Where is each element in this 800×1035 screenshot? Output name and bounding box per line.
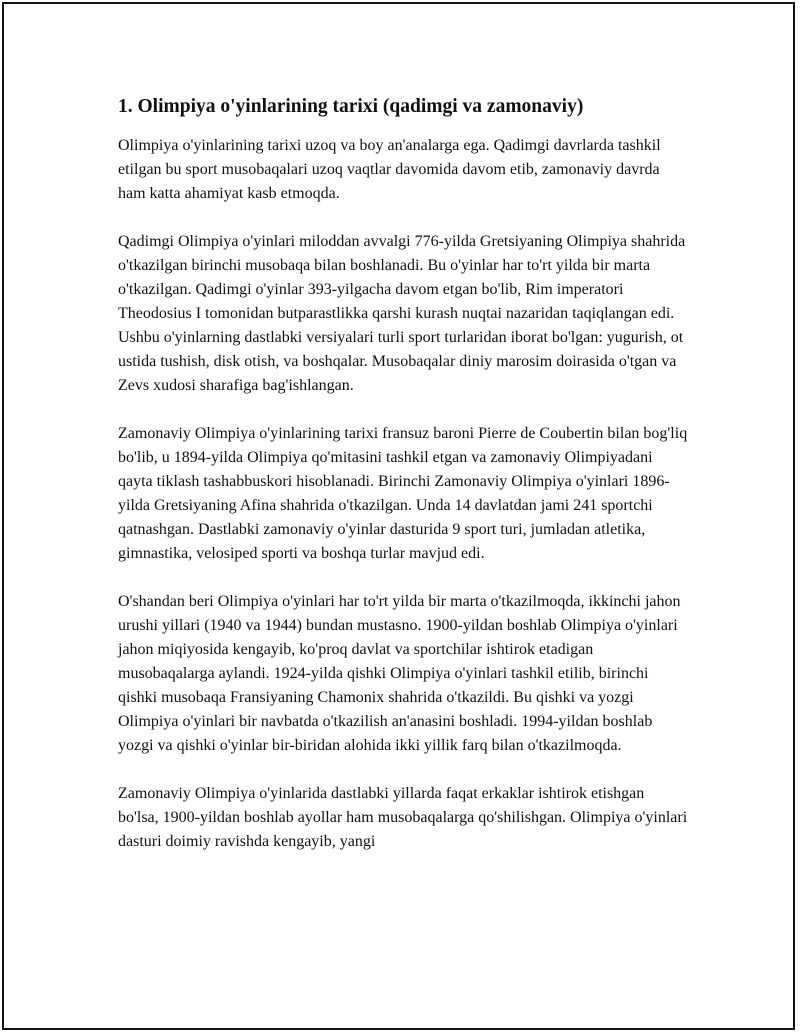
paragraph-intro: Olimpiya o'yinlarining tarixi uzoq va boy an'analarga ega. Qadimgi davrlarda tashkil etilgan bu sport musobaqalari uzoq vaqtlar davomida davom etib, zamonaviy davrda ham katta ahamiyat kasb etmoqda. xyxy=(118,137,661,202)
paragraph-ancient-games: Qadimgi Olimpiya o'yinlari miloddan avvalgi 776-yilda Gretsiyaning Olimpiya shahrida o'tkazilgan birinchi musobaqa bilan boshlanadi. Bu o'yinlar har to'rt yilda bir marta o'tkazilgan. Qadimgi o'yinlar 393-yilgacha davom etgan bo'lib, Rim imperatori Theodosius I tomonidan butparastlikka qarshi kurash nuqtai nazaridan taqiqlangan edi. Ushbu o'yinlarning dastlabki versiyalari turli sport turlaridan iborat bo'lgan: yugurish, ot ustida tushish, disk otish, va boshqalar. Musobaqalar diniy marosim doirasida o'tgan va Zevs xudosi sharafiga bag'ishlangan. xyxy=(118,233,686,394)
section-heading: 1. Olimpiya o'yinlarining tarixi (qadimgi va zamonaviy) xyxy=(118,96,584,117)
paragraph-modern-games: Zamonaviy Olimpiya o'yinlarining tarixi fransuz baroni Pierre de Coubertin bilan bog'liq bo'lib, u 1894-yilda Olimpiya qo'mitasini tashkil etgan va zamonaviy Olimpiyadani qayta tiklash tashabbuskori hisoblanadi. Birinchi Zamonaviy Olimpiya o'yinlari 1896-yilda Gretsiyaning Afina shahrida o'tkazilgan. Unda 14 davlatdan jami 241 sportchi qatnashgan. Dastlabki zamonaviy o'yinlar dasturida 9 sport turi, jumladan atletika, gimnastika, velosiped sporti va boshqa turlar mavjud edi. xyxy=(118,425,688,562)
paragraph-games-expansion: O'shandan beri Olimpiya o'yinlari har to'rt yilda bir marta o'tkazilmoqda, ikkinchi jahon urushi yillari (1940 va 1944) bundan mustasno. 1900-yildan boshlab Olimpiya o'yinlari jahon miqiyosida kengayib, ko'proq davlat va sportchilar ishtirok etadigan musobaqalarga aylandi. 1924-yilda qishki Olimpiya o'yinlari tashkil etilib, birinchi qishki musobaqa Fransiyaning Chamonix shahrida o'tkazildi. Bu qishki va yozgi Olimpiya o'yinlari bir navbatda o'tkazilish an'anasini boshladi. 1994-yildan boshlab yozgi va qishki o'yinlar bir-biridan alohida ikki yillik farq bilan o'tkazilmoqda. xyxy=(118,593,681,754)
document-body xyxy=(118,94,688,878)
paragraph-women-participation: Zamonaviy Olimpiya o'yinlarida dastlabki yillarda faqat erkaklar ishtirok etishgan bo'lsa, 1900-yildan boshlab ayollar ham musobaqalarga qo'shilishgan. Olimpiya o'yinlari dasturi doimiy ravishda kengayib, yangi xyxy=(118,785,688,850)
